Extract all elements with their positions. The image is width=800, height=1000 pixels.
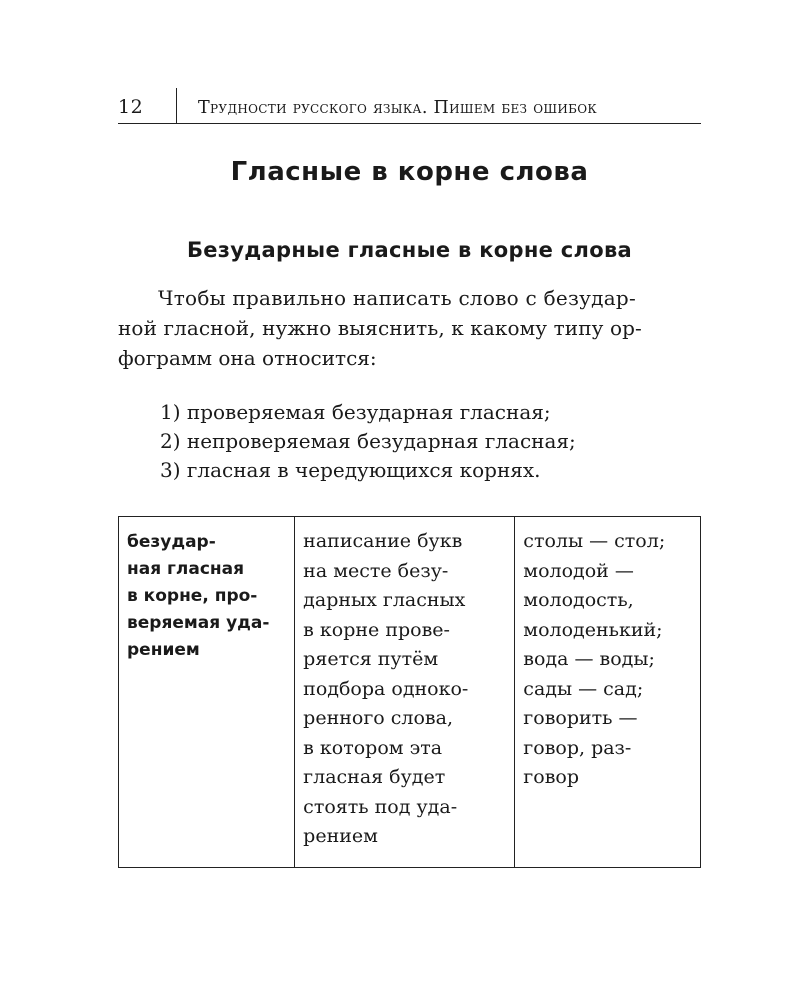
term-line: рением [127, 640, 200, 660]
rule-line: подбора одноко- [303, 677, 469, 700]
list-item: 2) непроверяемая безударная гласная; [160, 429, 576, 453]
example-line: говор [523, 766, 579, 788]
page-header [118, 88, 701, 124]
example-line: молоденький; [523, 618, 663, 641]
rule-line: дарных гласных [303, 589, 466, 611]
rule-line: написание букв [303, 530, 463, 552]
section-title: Безударные гласные в корне слова [186, 238, 633, 262]
rule-line: на месте безу- [303, 559, 449, 582]
term-line: веряемая уда- [127, 613, 270, 633]
list-item: 3) гласная в чередующихся корнях. [160, 458, 541, 482]
rule-line: рением [303, 825, 378, 847]
rule-line: гласная будет [303, 766, 446, 788]
intro-line: фограмм она относится: [118, 346, 377, 370]
intro-line: Чтобы правильно написать слово с безудар- [158, 286, 636, 310]
rule-line: ренного слова, [303, 707, 453, 729]
intro-paragraph [118, 283, 701, 373]
rule-table [118, 516, 701, 868]
example-line: говор, раз- [523, 736, 632, 759]
rule-line: в корне прове- [303, 618, 450, 641]
example-line: столы — стол; [523, 530, 666, 552]
rule-cell [295, 517, 515, 868]
rule-line: в котором эта [303, 736, 443, 759]
examples-cell [515, 517, 701, 868]
term-cell [119, 517, 295, 868]
running-title: Трудности русского языка. Пишем без ошибок [198, 98, 597, 118]
table-row [119, 517, 701, 868]
header-divider [176, 88, 177, 123]
page-number: 12 [118, 96, 144, 118]
example-line: вода — воды; [523, 648, 655, 670]
example-line: сады — сад; [523, 677, 644, 700]
orthogram-type-list [160, 398, 576, 485]
example-line: молодость, [523, 589, 634, 611]
intro-line: ной гласной, нужно выяснить, к какому типу ор- [118, 316, 642, 340]
rule-line: ряется путём [303, 648, 439, 670]
list-item: 1) проверяемая безударная гласная; [160, 400, 551, 424]
term-line: безудар- [127, 532, 216, 552]
term-line: в корне, про- [127, 586, 258, 606]
chapter-title: Гласные в корне слова [230, 157, 589, 187]
rule-line: стоять под уда- [303, 795, 458, 818]
term-line: ная гласная [127, 559, 245, 579]
example-line: молодой — [523, 559, 634, 582]
example-line: говорить — [523, 707, 638, 729]
